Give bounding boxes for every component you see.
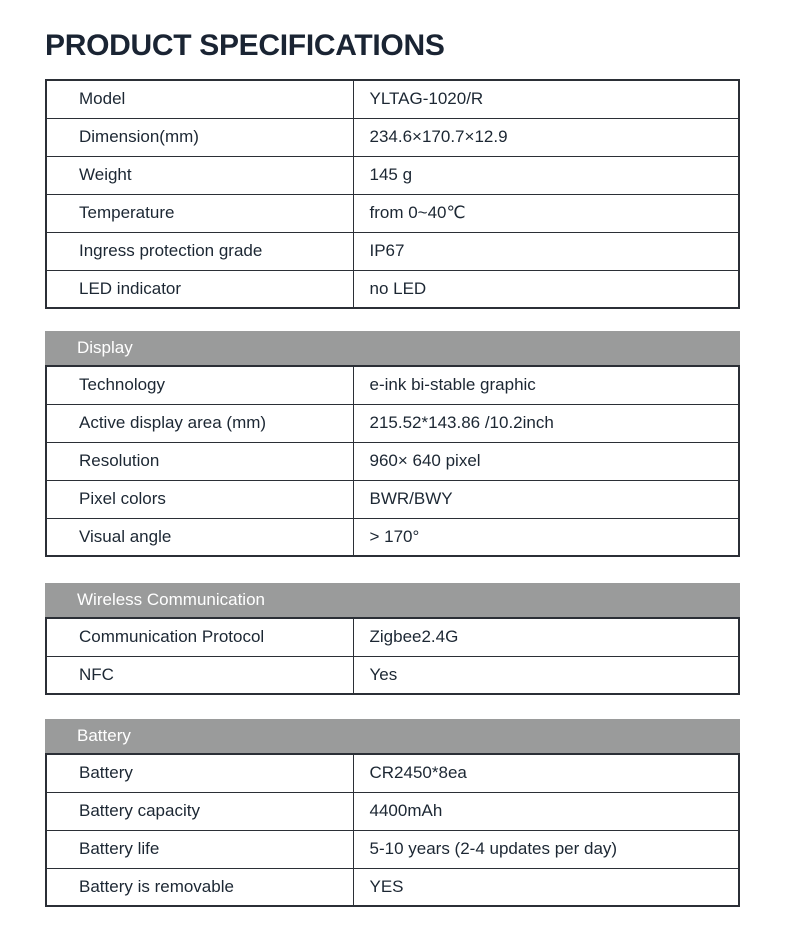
spec-table [45,79,740,309]
table-row [46,232,739,270]
spec-value: YES [353,868,739,906]
spec-label: Model [46,80,353,118]
table-row [46,868,739,906]
spec-label: Active display area (mm) [46,404,353,442]
spec-value: IP67 [353,232,739,270]
table-row [46,480,739,518]
spec-label: Temperature [46,194,353,232]
spec-label: Resolution [46,442,353,480]
spec-section [45,331,740,557]
spec-label: Weight [46,156,353,194]
spec-label: Pixel colors [46,480,353,518]
spec-label: NFC [46,656,353,694]
spec-value: > 170° [353,518,739,556]
table-row [46,618,739,656]
table-row [46,754,739,792]
table-row [46,830,739,868]
spec-value: BWR/BWY [353,480,739,518]
spec-value: 145 g [353,156,739,194]
section-header: Wireless Communication [45,583,740,617]
spec-value: no LED [353,270,739,308]
spec-value: 5-10 years (2-4 updates per day) [353,830,739,868]
table-row [46,442,739,480]
table-row [46,270,739,308]
spec-label: Visual angle [46,518,353,556]
spec-section [45,719,740,907]
table-row [46,118,739,156]
section-header: Battery [45,719,740,753]
table-row [46,518,739,556]
table-row [46,656,739,694]
table-row [46,194,739,232]
spec-value: YLTAG-1020/R [353,80,739,118]
sections-container [45,79,745,907]
spec-label: Communication Protocol [46,618,353,656]
spec-value: 234.6×170.7×12.9 [353,118,739,156]
spec-value: Zigbee2.4G [353,618,739,656]
spec-table [45,617,740,695]
spec-value: e-ink bi-stable graphic [353,366,739,404]
spec-section [45,79,740,309]
spec-table [45,365,740,557]
page-title: PRODUCT SPECIFICATIONS [45,29,445,62]
table-row [46,156,739,194]
table-row [46,80,739,118]
spec-value: from 0~40℃ [353,194,739,232]
spec-value: 960× 640 pixel [353,442,739,480]
spec-label: Battery is removable [46,868,353,906]
table-row [46,792,739,830]
spec-value: 4400mAh [353,792,739,830]
section-header: Display [45,331,740,365]
spec-value: 215.52*143.86 /10.2inch [353,404,739,442]
spec-table [45,753,740,907]
spec-section [45,583,740,695]
spec-label: Battery [46,754,353,792]
spec-label: Technology [46,366,353,404]
spec-value: CR2450*8ea [353,754,739,792]
table-row [46,404,739,442]
spec-value: Yes [353,656,739,694]
table-row [46,366,739,404]
spec-label: Ingress protection grade [46,232,353,270]
spec-label: Battery life [46,830,353,868]
spec-label: LED indicator [46,270,353,308]
spec-label: Battery capacity [46,792,353,830]
spec-label: Dimension(mm) [46,118,353,156]
